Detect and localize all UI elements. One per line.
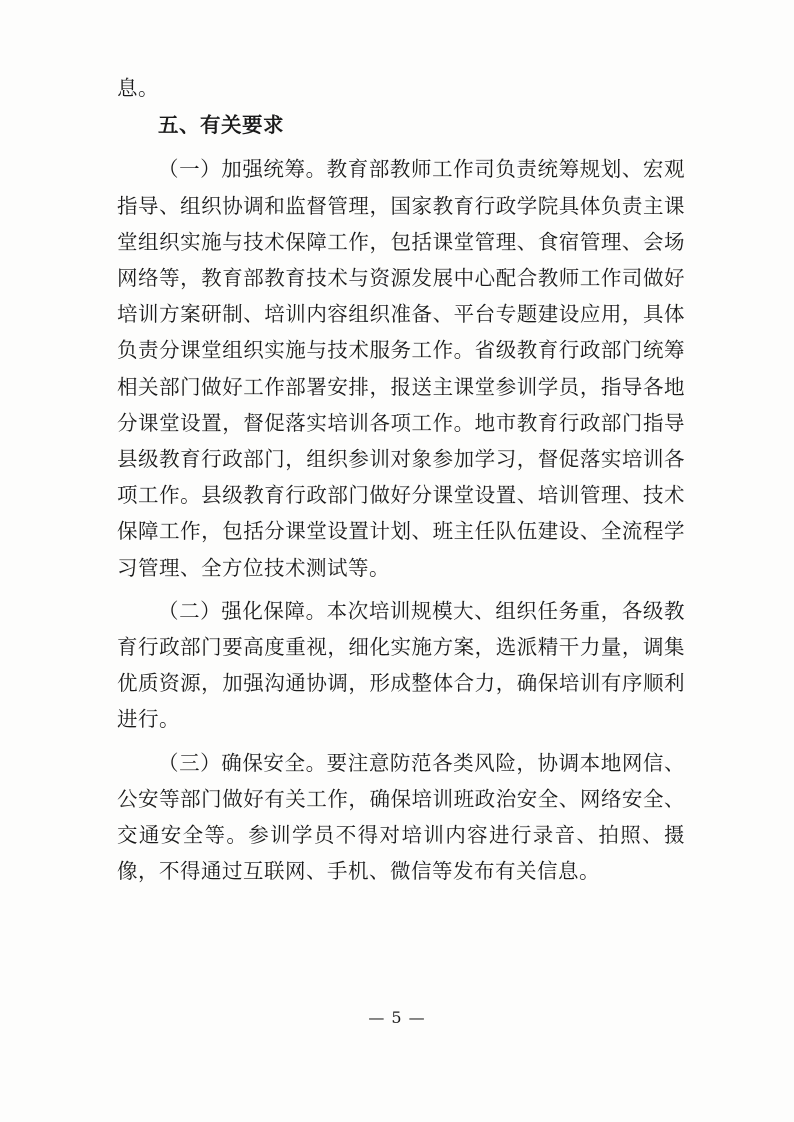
document-body: [117, 70, 685, 889]
continuation-text: 息。: [117, 76, 159, 100]
paragraph-security: （三）确保安全。要注意防范各类风险，协调本地网信、公安等部门做好有关工作，确保培训班政治安全、网络安全、交通安全等。参训学员不得对培训内容进行录音、拍照、摄像，不得通过互联网、手机、微信等发布有关信息。: [117, 750, 685, 884]
page-number: — 5 —: [368, 1008, 426, 1027]
section-heading: 五、有关要求: [158, 113, 284, 138]
paragraph-coordination: （一）加强统筹。教育部教师工作司负责统筹规划、宏观指导、组织协调和监督管理，国家教育行政学院具体负责主课堂组织实施与技术保障工作，包括课堂管理、食宿管理、会场网络等，教育部教育技术与资源发展中心配合教师工作司做好培训方案研制、培训内容组织准备、平台专题建设应用，具体负责分课堂组织实施与技术服务工作。省级教育行政部门统筹相关部门做好工作部署安排，报送主课堂参训学员，指导各地分课堂设置，督促落实培训各项工作。地市教育行政部门指导县级教育行政部门，组织参训对象参加学习，督促落实培训各项工作。县级教育行政部门做好分课堂设置、培训管理、技术保障工作，包括分课堂设置计划、班主任队伍建设、全流程学习管理、全方位技术测试等。: [117, 157, 685, 580]
paragraph-safeguard: （二）强化保障。本次培训规模大、组织任务重，各级教育行政部门要高度重视，细化实施方案，选派精干力量，调集优质资源，加强沟通协调，形成整体合力，确保培训有序顺利进行。: [117, 598, 685, 732]
